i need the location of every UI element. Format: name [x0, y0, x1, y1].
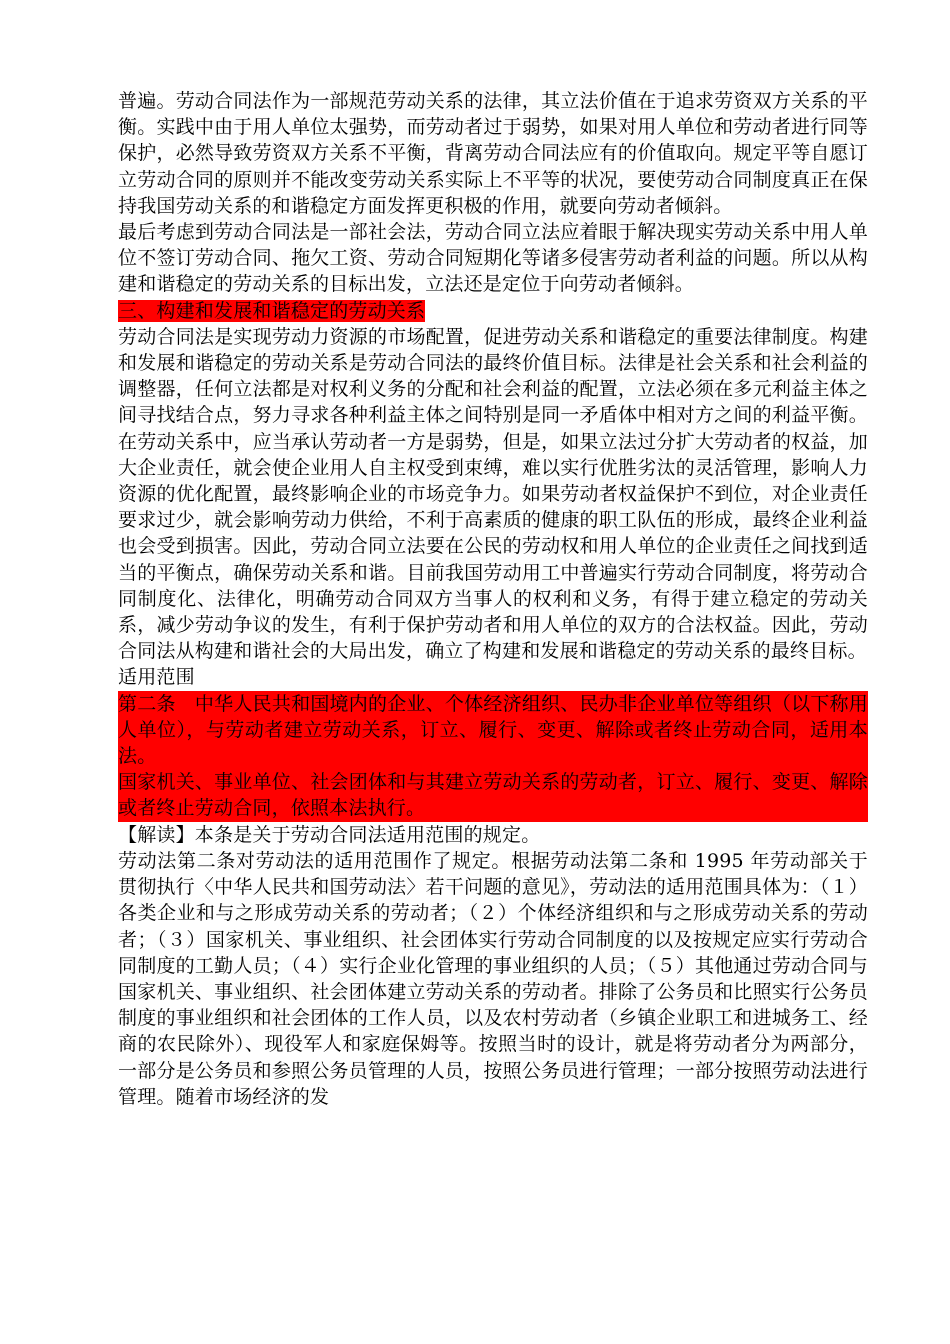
paragraph-social-law: 最后考虑到劳动合同法是一部社会法，劳动合同立法应着眼于解决现实劳动关系中用人单位不签订劳动合同、拖欠工资、劳动合同短期化等诸多侵害劳动者利益的问题。所以从构建和谐稳定的劳动关系的目标出发，立法还是定位于向劳动者倾斜。	[118, 221, 868, 296]
document-body	[118, 88, 868, 1110]
article-two-text: 第二条 中华人民共和国境内的企业、个体经济组织、民办非企业单位等组织（以下称用人单位），与劳动者建立劳动关系，订立、履行、变更、解除或者终止劳动合同，适用本法。	[118, 691, 868, 770]
interpretation-intro: 【解读】本条是关于劳动合同法适用范围的规定。	[118, 823, 541, 846]
paragraph-value-goal: 劳动合同法是实现劳动力资源的市场配置，促进劳动关系和谐稳定的重要法律制度。构建和发展和谐稳定的劳动关系是劳动合同法的最终价值目标。法律是社会关系和社会利益的调整器，任何立法都是对权利义务的分配和社会利益的配置，立法必须在多元利益主体之间寻找结合点，努力寻求各种利益主体之间特别是同一矛盾体中相对方之间的利益平衡。在劳动关系中，应当承认劳动者一方是弱势，但是，如果立法过分扩大劳动者的权益，加大企业责任，就会使企业用人自主权受到束缚，难以实行优胜劣汰的灵活管理，影响人力资源的优化配置，最终影响企业的市场竞争力。如果劳动者权益保护不到位，对企业责任要求过少，就会影响劳动力供给，不利于高素质的健康的职工队伍的形成，最终企业利益也会受到损害。因此，劳动合同立法要在公民的劳动权和用人单位的企业责任之间找到适当的平衡点，确保劳动关系和谐。目前我国劳动用工中普遍实行劳动合同制度，将劳动合同制度化、法律化，明确劳动合同双方当事人的权利和义务，有得于建立稳定的劳动关系，减少劳动争议的发生，有利于保护劳动者和用人单位的双方的合法权益。因此，劳动合同法从构建和谐社会的大局出发，确立了构建和发展和谐稳定的劳动关系的最终目标。	[118, 325, 868, 663]
paragraph-scope-history: 劳动法第二条对劳动法的适用范围作了规定。根据劳动法第二条和 1995 年劳动部关于贯彻执行〈中华人民共和国劳动法〉若干问题的意见》，劳动法的适用范围具体为：（１）各类企业和与之形成劳动关系的劳动者；（２）个体经济组织和与之形成劳动关系的劳动者；（３）国家机关、事业组织、社会团体实行劳动合同制度的以及按规定应实行劳动合同制度的工勤人员；（４）实行企业化管理的事业组织的人员；（５）其他通过劳动合同与国家机关、事业组织、社会团体建立劳动关系的劳动者。排除了公务员和比照实行公务员制度的事业组织和社会团体的工作人员，以及农村劳动者（乡镇企业职工和进城务工、经商的农民除外）、现役军人和家庭保姆等。按照当时的设计，就是将劳动者分为两部分，一部分是公务员和参照公务员管理的人员，按照公务员进行管理；一部分按照劳动法进行管理。随着市场经济的发	[118, 849, 868, 1108]
section-heading-scope: 适用范围	[118, 666, 195, 689]
highlighted-heading-text: 三、构建和发展和谐稳定的劳动关系	[118, 299, 426, 322]
article-two-second-clause: 国家机关、事业单位、社会团体和与其建立劳动关系的劳动者，订立、履行、变更、解除或者终止劳动合同，依照本法执行。	[118, 769, 868, 821]
paragraph-imbalance: 普遍。劳动合同法作为一部规范劳动关系的法律，其立法价值在于追求劳资双方关系的平衡。实践中由于用人单位太强势，而劳动者过于弱势，如果对用人单位和劳动者进行同等保护，必然导致劳资双方关系不平衡，背离劳动合同法应有的价值取向。规定平等自愿订立劳动合同的原则并不能改变劳动关系实际上不平等的状况，要使劳动合同制度真正在保持我国劳动关系的和谐稳定方面发挥更积极的作用，就要向劳动者倾斜。	[118, 90, 868, 217]
section-heading-harmonious-relations	[118, 298, 868, 324]
